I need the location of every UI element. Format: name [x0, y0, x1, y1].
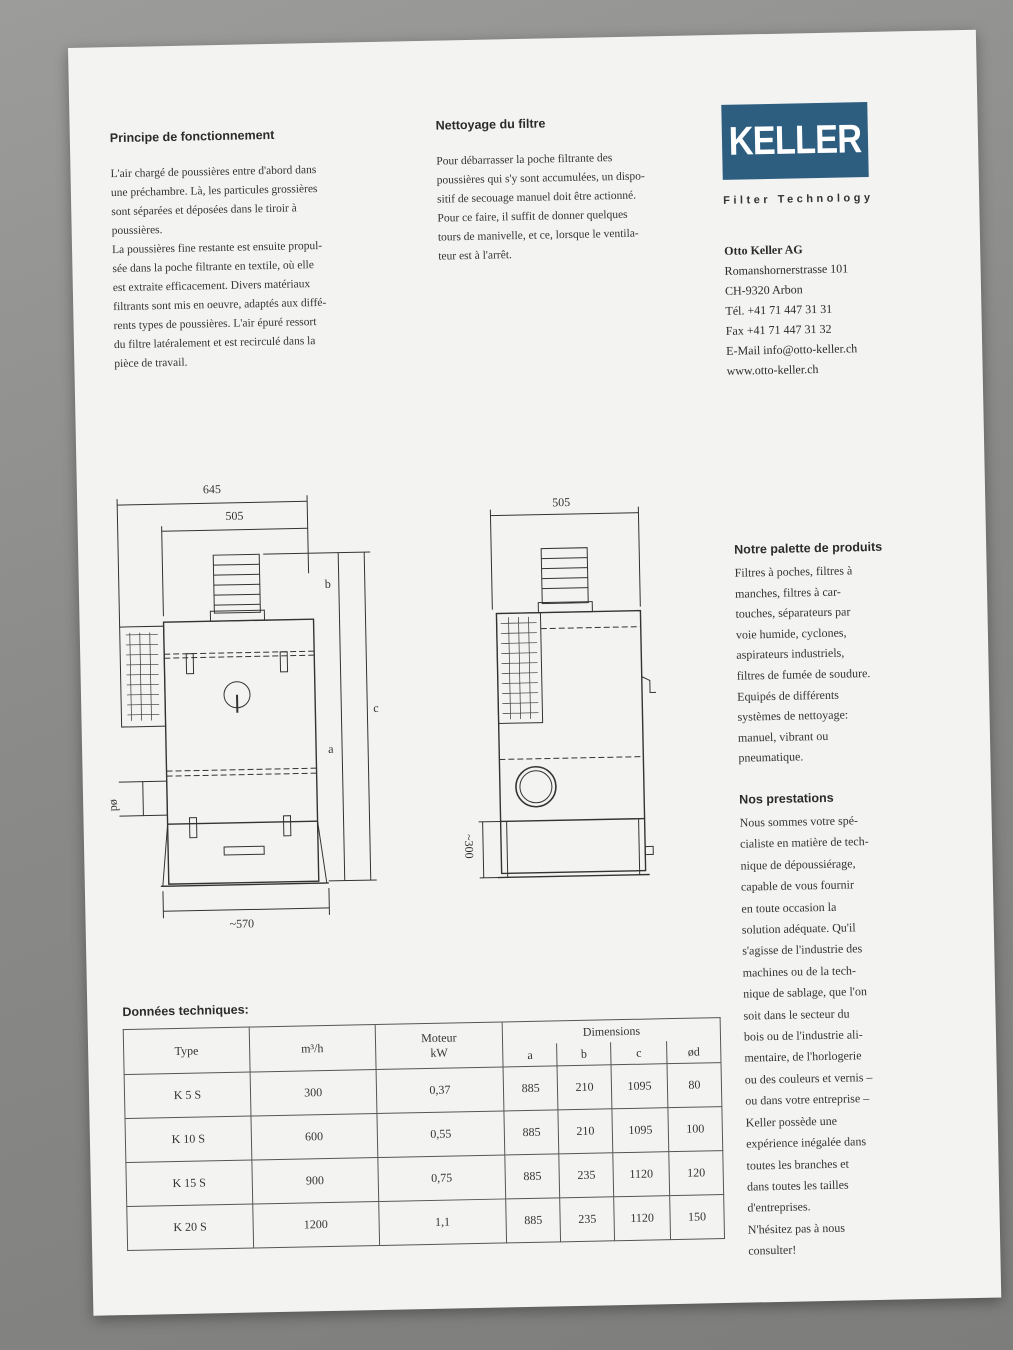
hidden-line [499, 757, 643, 760]
fax: Fax +41 71 447 31 32 [725, 321, 832, 338]
ext-line [329, 888, 330, 915]
dim-line-570 [163, 908, 329, 911]
cell-a: 885 [503, 1066, 558, 1111]
ext-line [638, 507, 640, 607]
header-motor-unit: kW [430, 1045, 448, 1060]
principe-heading: Principe de fonctionnement [109, 127, 275, 146]
inlet-inner [520, 770, 553, 803]
spec-table [123, 1017, 725, 1251]
nettoyage-heading: Nettoyage du filtre [435, 116, 546, 133]
dim-label-od: ød [108, 799, 123, 812]
side-view-drawing [461, 495, 690, 900]
dim-line-c [364, 552, 371, 880]
latch [283, 816, 290, 836]
cell-flow: 600 [251, 1114, 378, 1161]
motor-fins [541, 558, 588, 589]
frame-feet [162, 821, 327, 886]
company-name: Otto Keller AG [724, 242, 803, 258]
inlet-pipe [143, 781, 168, 815]
ext-line [329, 880, 377, 881]
cell-a: 885 [504, 1110, 559, 1155]
cell-type: K 5 S [124, 1072, 251, 1119]
dim-label-645: 645 [202, 482, 222, 497]
cell-flow: 900 [252, 1158, 379, 1205]
dim-label-a: a [327, 741, 334, 756]
phone: Tél. +41 71 447 31 31 [725, 301, 833, 318]
cell-od: 80 [667, 1063, 722, 1108]
dim-label-300: ~300 [461, 833, 477, 859]
cell-b: 210 [557, 1065, 612, 1110]
dim-line-300 [483, 822, 484, 878]
contact-block [724, 238, 858, 381]
motor-fins [213, 564, 260, 605]
email-link[interactable]: E-Mail info@otto-keller.ch [726, 341, 858, 358]
cell-a: 885 [506, 1198, 561, 1243]
cell-c: 1120 [613, 1152, 670, 1197]
cell-flow: 300 [250, 1070, 377, 1117]
dim-line-645 [117, 501, 307, 505]
palette-text: Filtres à poches, filtres à manches, filtres à car- touches, séparateurs par voie humide, cyclones, aspirateurs industriels, filtres de fumée de soudure. Equipés de différents systèmes de nettoyage: manuel, vibrant ou pneumatique. [734, 563, 871, 766]
street: Romanshornerstrasse 101 [724, 261, 849, 278]
cell-motor: 0,75 [377, 1155, 506, 1202]
ext-line [490, 510, 492, 610]
front-view-svg [108, 481, 406, 947]
frame-feet [507, 819, 640, 878]
header-motor-label: Moteur [421, 1030, 457, 1046]
dim-line-505 [490, 513, 638, 516]
palette-heading: Notre palette de produits [734, 539, 883, 557]
cell-type: K 10 S [125, 1116, 252, 1163]
cell-flow: 1200 [252, 1202, 379, 1249]
brochure-page [68, 30, 1001, 1316]
grille-mesh [126, 632, 160, 721]
latch [189, 818, 196, 838]
cell-b: 235 [560, 1197, 615, 1242]
drawer-handle [224, 846, 264, 855]
outlet-grille [120, 626, 166, 727]
cell-c: 1095 [611, 1064, 668, 1109]
brand-tagline: Filter Technology [723, 191, 874, 207]
header-od: ød [667, 1040, 721, 1064]
dim-label-505: 505 [552, 495, 571, 510]
cabinet-body [496, 611, 645, 874]
dim-label-c: c [373, 700, 379, 716]
cell-od: 150 [670, 1195, 725, 1240]
header-type: Type [123, 1027, 250, 1075]
latch [280, 652, 287, 672]
base-line [498, 874, 650, 877]
cell-b: 210 [558, 1109, 613, 1154]
cell-motor: 1,1 [378, 1199, 507, 1246]
header-b: b [557, 1042, 611, 1066]
header-dimensions: Dimensions [502, 1018, 720, 1045]
cell-od: 100 [668, 1107, 723, 1152]
principe-text: L'air chargé de poussières entre d'abord dans une préchambre. Là, les particules grossières sont séparées et déposées dans le tiroir à poussières. La poussières fine restante est ensuite propul- sée dans la poche filtrante en textile, où elle est extraite efficacement. Divers matériaux filtrants sont mis en oeuvre, adaptés aux diffé- rents types de poussières. L'air épuré ressort du filtre latéralement et est recirculé dans la pièce de travail. [110, 164, 327, 371]
website-link[interactable]: www.otto-keller.ch [726, 362, 819, 378]
cell-motor: 0,37 [376, 1067, 505, 1114]
cell-motor: 0,55 [376, 1111, 505, 1158]
side-view-svg [461, 495, 690, 900]
cell-a: 885 [505, 1154, 560, 1199]
hidden-line [541, 627, 641, 629]
ext-line [162, 526, 164, 616]
cell-type: K 20 S [127, 1204, 254, 1251]
prestations-heading: Nos prestations [739, 790, 834, 807]
latch [186, 654, 193, 674]
latch [645, 846, 653, 854]
crank-handle [642, 676, 656, 692]
cell-type: K 15 S [126, 1160, 253, 1207]
donnees-heading: Données techniques: [122, 1002, 249, 1020]
motor-body [541, 548, 588, 604]
dim-line-505 [162, 528, 308, 531]
cabinet-body [164, 619, 319, 884]
dim-line-a [340, 619, 345, 881]
hidden-line [167, 773, 317, 776]
ext-line [163, 891, 164, 918]
cell-c: 1120 [614, 1196, 671, 1241]
dim-label-570: ~570 [229, 916, 255, 931]
header-flow: m³/h [249, 1025, 376, 1073]
header-a: a [503, 1043, 557, 1067]
header-motor [375, 1022, 504, 1070]
prestations-text: Nous sommes votre spé- cialiste en matière de tech- nique de dépoussiérage, capable de vous fournir en toute occasion la solution adéquate. Qu'il s'agisse de l'industrie des machines ou de la tech- nique de sablage, que l'on soit dans le secteur du bois ou de l'industrie ali- mentaire, de l'horlogerie ou des couleurs et vernis – ou dans votre entreprise – Keller possède une expérience inégalée dans toutes les branches et dans toutes les tailles d'entreprises. N'hésitez pas à nous consulter! [739, 813, 873, 1258]
cell-c: 1095 [612, 1108, 669, 1153]
front-view-drawing [108, 481, 406, 947]
dim-line-b [338, 553, 339, 619]
cell-od: 120 [669, 1151, 724, 1196]
city: CH-9320 Arbon [724, 282, 803, 298]
keller-logo: KELLER [721, 102, 868, 180]
nettoyage-text: Pour débarrasser la poche filtrante des poussières qui s'y sont accumulées, un dispo- sitif de secouage manuel doit être actionné. Pour ce faire, il suffit de donner quelques tours de manivelle, et ce, lorsque le ventila- teur est à l'arrêt. [436, 152, 645, 263]
header-c: c [611, 1041, 667, 1065]
ext-line [263, 552, 370, 554]
hidden-line [167, 768, 317, 771]
cell-b: 235 [559, 1153, 614, 1198]
ext-line [117, 499, 120, 627]
dim-label-b: b [324, 576, 331, 591]
dim-label-505: 505 [225, 508, 244, 523]
inlet-circle [516, 766, 557, 807]
grille-mesh [501, 617, 539, 720]
ext-line [307, 495, 309, 573]
drawer-line [501, 819, 645, 822]
